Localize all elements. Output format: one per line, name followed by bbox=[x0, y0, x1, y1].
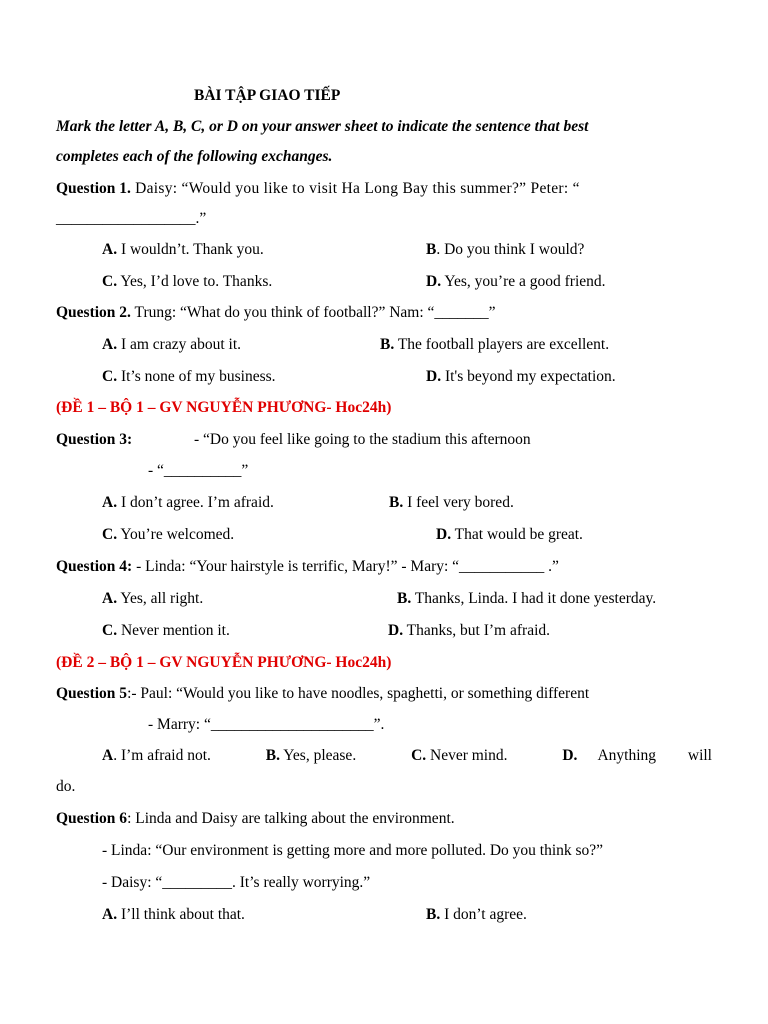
question-label: Question 5 bbox=[56, 685, 128, 702]
option-b: B. Thanks, Linda. I had it done yesterday. bbox=[397, 590, 657, 607]
option-b: B. Yes, please. bbox=[265, 747, 357, 764]
question-3-text: - “Do you feel like going to the stadium this afternoon bbox=[194, 431, 531, 448]
question-6 bbox=[56, 809, 455, 829]
option-d: D. Thanks, but I’m afraid. bbox=[388, 622, 551, 639]
option-a: A. I am crazy about it. bbox=[102, 336, 242, 353]
option-b: B. The football players are excellent. bbox=[380, 336, 610, 353]
option-a: A. I don’t agree. I’m afraid. bbox=[102, 494, 274, 511]
option-a: A. I’ll think about that. bbox=[102, 906, 245, 923]
question-label: Question 3: bbox=[56, 431, 133, 448]
question-text: :- Paul: “Would you like to have noodles, spaghetti, or something different bbox=[127, 685, 590, 702]
question-5-answer-line: - Marry: “_____________________”. bbox=[148, 716, 385, 733]
instruction-line-1: Mark the letter A, B, C, or D on your answer sheet to indicate the sentence that best bbox=[56, 118, 589, 135]
question-label: Question 2. bbox=[56, 304, 131, 321]
question-5-options bbox=[102, 746, 712, 766]
question-text: : Linda and Daisy are talking about the environment. bbox=[127, 810, 455, 827]
question-2 bbox=[56, 303, 496, 323]
option-d: D. Anything will bbox=[562, 747, 712, 764]
question-text: Daisy: “Would you like to visit Ha Long Bay this summer?” Peter: “ bbox=[130, 180, 580, 197]
question-label: Question 4: bbox=[56, 558, 133, 575]
question-5-option-wrap: do. bbox=[56, 778, 76, 795]
option-d: D. That would be great. bbox=[436, 526, 583, 543]
option-a: A. I wouldn’t. Thank you. bbox=[102, 241, 264, 258]
instruction-line-2: completes each of the following exchanges. bbox=[56, 148, 333, 165]
option-c: C. It’s none of my business. bbox=[102, 368, 276, 385]
question-6-dialogue-linda: - Linda: “Our environment is getting more and more polluted. Do you think so?” bbox=[102, 842, 604, 859]
option-a: A. Yes, all right. bbox=[102, 590, 204, 607]
question-3 bbox=[56, 430, 132, 450]
option-b: B. Do you think I would? bbox=[426, 241, 585, 258]
question-1 bbox=[56, 179, 580, 199]
option-d: D. It's beyond my expectation. bbox=[426, 368, 616, 385]
question-text: - Linda: “Your hairstyle is terrific, Mary!” - Mary: “___________ .” bbox=[132, 558, 559, 575]
question-text: Trung: “What do you think of football?” Nam: “_______” bbox=[130, 304, 496, 321]
option-c: C. You’re welcomed. bbox=[102, 526, 235, 543]
option-a: A. I’m afraid not. bbox=[102, 747, 211, 764]
option-b: B. I don’t agree. bbox=[426, 906, 527, 923]
option-c: C. Never mention it. bbox=[102, 622, 230, 639]
question-3-answer-line: - “__________” bbox=[148, 462, 249, 479]
document-title: BÀI TẬP GIAO TIẾP bbox=[194, 87, 341, 104]
section-heading-de-2: (ĐỀ 2 – BỘ 1 – GV NGUYỄN PHƯƠNG- Hoc24h) bbox=[56, 654, 392, 671]
option-c: C. Yes, I’d love to. Thanks. bbox=[102, 273, 273, 290]
option-d: D. Yes, you’re a good friend. bbox=[426, 273, 606, 290]
section-heading-de-1: (ĐỀ 1 – BỘ 1 – GV NGUYỄN PHƯƠNG- Hoc24h) bbox=[56, 399, 392, 416]
question-6-dialogue-daisy: - Daisy: “_________. It’s really worrying.” bbox=[102, 874, 371, 891]
question-5 bbox=[56, 684, 589, 704]
option-c: C. Never mind. bbox=[411, 747, 508, 764]
question-label: Question 6 bbox=[56, 810, 128, 827]
question-label: Question 1. bbox=[56, 180, 131, 197]
question-1-continuation: __________________.” bbox=[56, 210, 207, 227]
option-b: B. I feel very bored. bbox=[389, 494, 514, 511]
question-4 bbox=[56, 557, 559, 577]
